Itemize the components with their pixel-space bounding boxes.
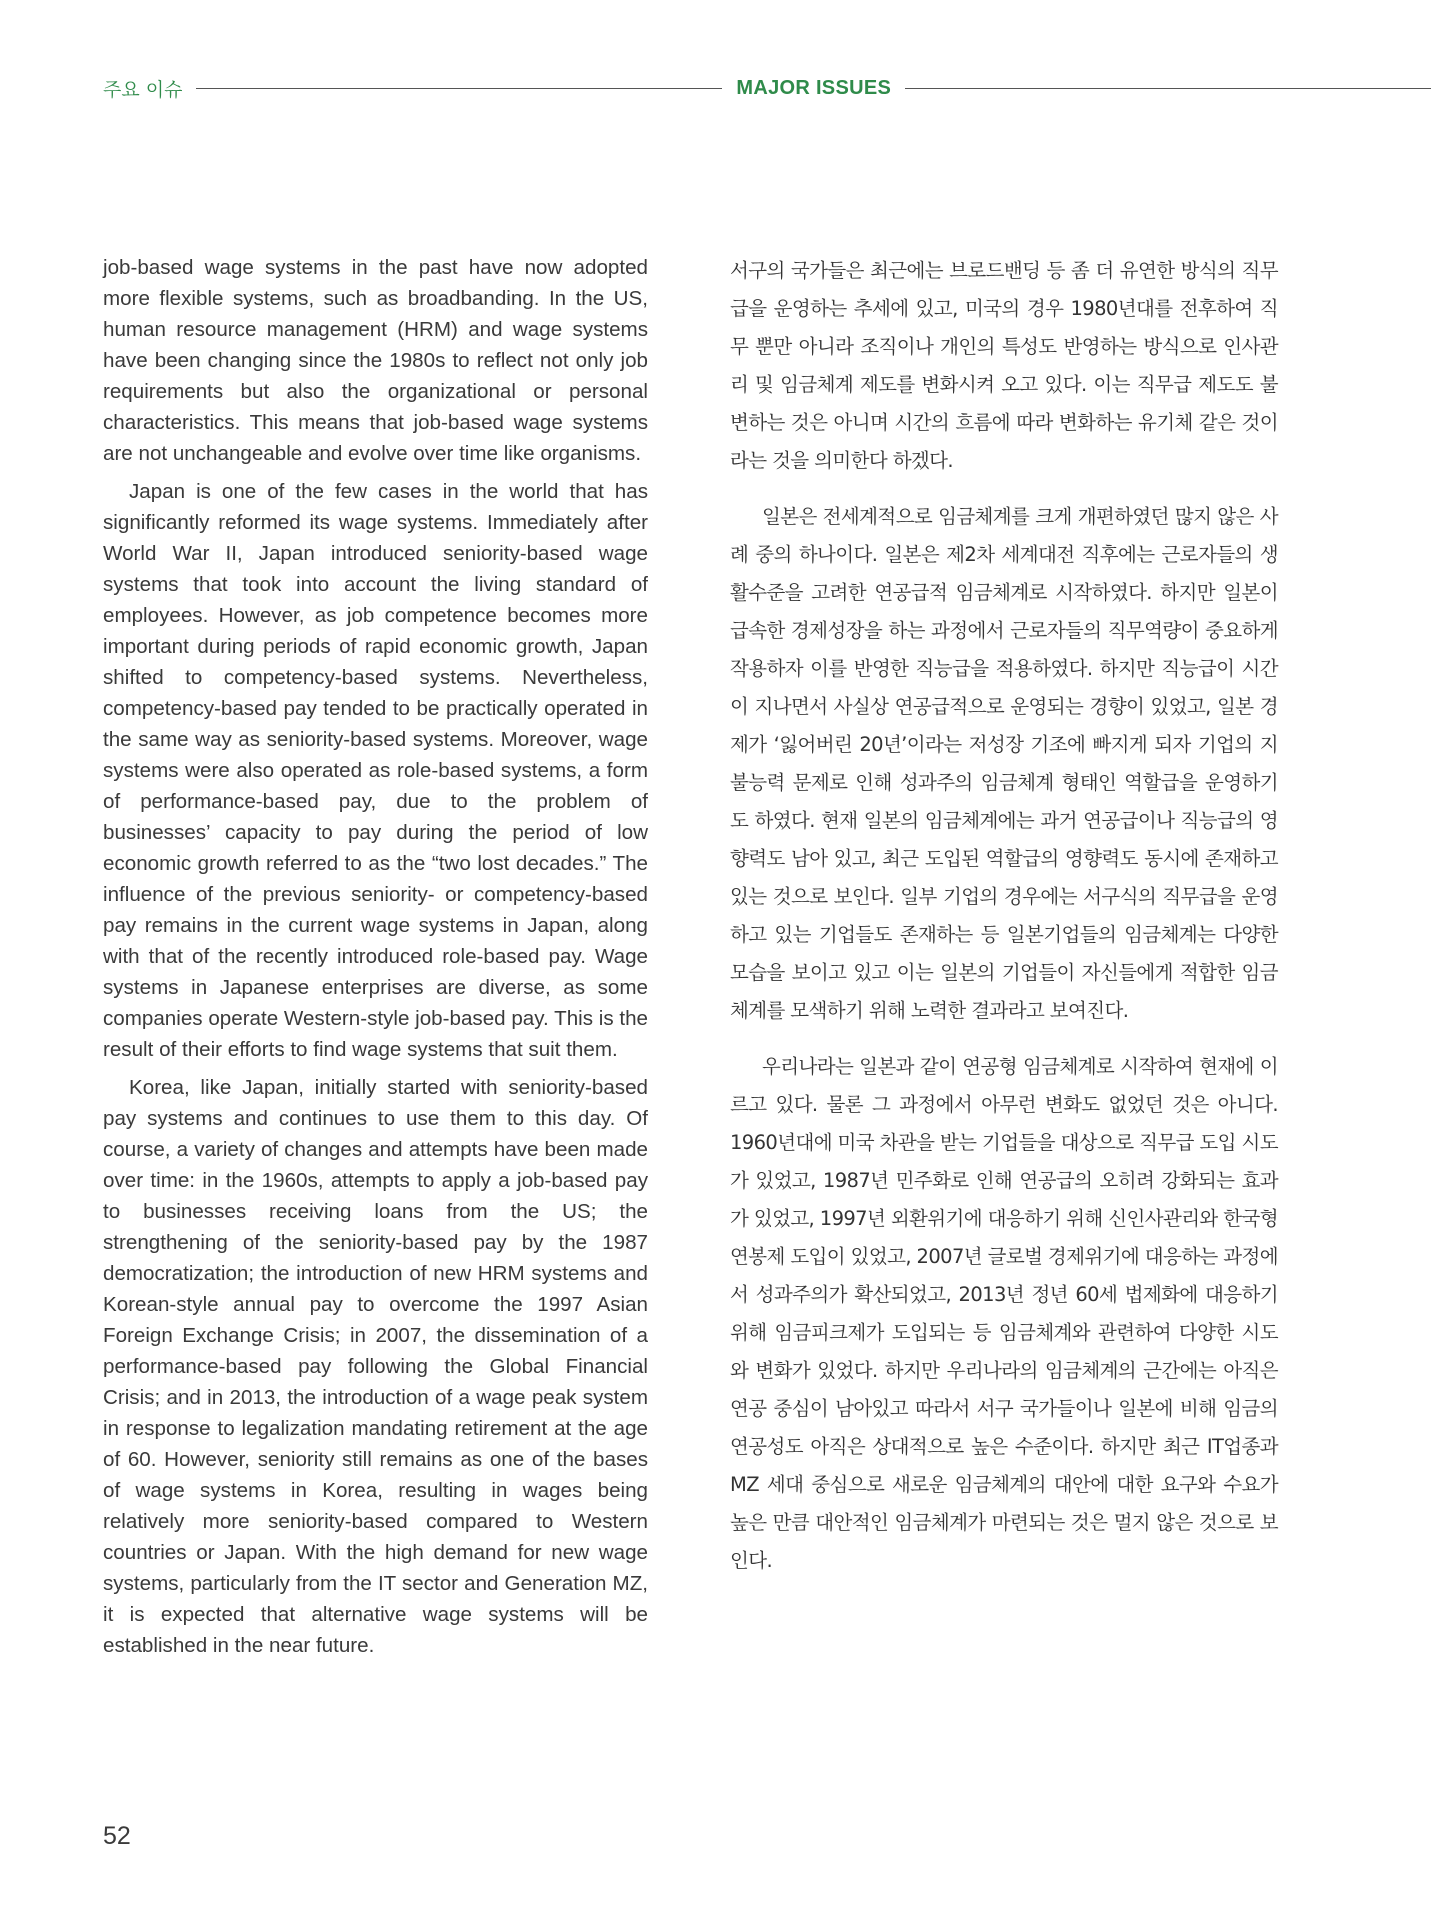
korean-paragraph-3: 우리나라는 일본과 같이 연공형 임금체계로 시작하여 현재에 이르고 있다. 물론 그 과정에서 아무런 변화도 없었던 것은 아니다. 1960년대에 미국 차관을 받는 기업들을 대상으로 직무급 도입 시도가 있었고, 1987년 민주화로 인해 연공급의 오히려 강화되는 효과가 있었고, 1997년 외환위기에 대응하기 위해 신인사관리와 한국형 연봉제 도입이 있었고, 2007년 글로벌 경제위기에 대응하는 과정에서 성과주의가 확산되었고, 2013년 정년 60세 법제화에 대응하기 위해 임금피크제가 도입되는 등 임금체계와 관련하여 다양한 시도와 변화가 있었다. 하지만 우리나라의 임금체계의 근간에는 아직은 연공 중심이 남아있고 따라서 서구 국가들이나 일본에 비해 임금의 연공성도 아직은 상대적으로 높은 수준이다. 하지만 최근 IT업종과 MZ 세대 중심으로 새로운 임금체계의 대안에 대한 요구와 수요가 높은 만큼 대안적인 임금체계가 마련되는 것은 멀지 않은 것으로 보인다. [730, 1055, 1278, 1572]
page-number: 52 [103, 1822, 131, 1850]
section-label-english: MAJOR ISSUES [736, 76, 892, 99]
korean-column [730, 252, 1278, 1598]
english-paragraph-1: job-based wage systems in the past have now adopted more flexible systems, such as broadbanding. In the US, human resource management (HRM) and wage systems have been changing since the 1980s to reflect not only job requirements but also the organizational or personal characteristics. This means that job-based wage systems are not unchangeable and evolve over time like organisms. [103, 256, 648, 465]
english-paragraph-2: Japan is one of the few cases in the world that has significantly reformed its wage systems. Immediately after World War II, Japan introduced seniority-based wage systems that took into account the living standard of employees. However, as job competence becomes more important during periods of rapid economic growth, Japan shifted to competency-based systems. Nevertheless, competency-based pay tended to be practically operated in the same way as seniority-based systems. Moreover, wage systems were also operated as role-based systems, a form of performance-based pay, due to the problem of businesses’ capacity to pay during the period of low economic growth referred to as the “two lost decades.” The influence of the previous seniority- or competency-based pay remains in the current wage systems in Japan, along with that of the recently introduced role-based pay. Wage systems in Japanese enterprises are diverse, as some companies operate Western-style job-based pay. This is the result of their efforts to find wage systems that suit them. [103, 480, 648, 1061]
english-paragraph-3: Korea, like Japan, initially started with seniority-based pay systems and continues to use them to this day. Of course, a variety of changes and attempts have been made over time: in the 1960s, attempts to apply a job-based pay to businesses receiving loans from the US; the strengthening of the seniority-based pay by the 1987 democratization; the introduction of new HRM systems and Korean-style annual pay to overcome the 1997 Asian Foreign Exchange Crisis; in 2007, the dissemination of a performance-based pay following the Global Financial Crisis; and in 2013, the introduction of a wage peak system in response to legalization mandating retirement at the age of 60. However, seniority still remains as one of the bases of wage systems in Korea, resulting in wages being relatively more seniority-based compared to Western countries or Japan. With the high demand for new wage systems, particularly from the IT sector and Generation MZ, it is expected that alternative wage systems will be established in the near future. [103, 1076, 648, 1657]
running-header [103, 70, 1431, 106]
english-column [103, 252, 648, 1668]
header-rule-left [196, 88, 722, 89]
section-label-korean: 주요 이슈 [103, 78, 183, 101]
korean-paragraph-1: 서구의 국가들은 최근에는 브로드밴딩 등 좀 더 유연한 방식의 직무급을 운영하는 추세에 있고, 미국의 경우 1980년대를 전후하여 직무 뿐만 아니라 조직이나 개인의 특성도 반영하는 방식으로 인사관리 및 임금체계 제도를 변화시켜 오고 있다. 이는 직무급 제도도 불변하는 것은 아니며 시간의 흐름에 따라 변화하는 유기체 같은 것이라는 것을 의미한다 하겠다. [730, 259, 1278, 472]
korean-paragraph-2: 일본은 전세계적으로 임금체계를 크게 개편하였던 많지 않은 사례 중의 하나이다. 일본은 제2차 세계대전 직후에는 근로자들의 생활수준을 고려한 연공급적 임금체계로 시작하였다. 하지만 일본이 급속한 경제성장을 하는 과정에서 근로자들의 직무역량이 중요하게 작용하자 이를 반영한 직능급을 적용하였다. 하지만 직능급이 시간이 지나면서 사실상 연공급적으로 운영되는 경향이 있었고, 일본 경제가 ‘잃어버린 20년’이라는 저성장 기조에 빠지게 되자 기업의 지불능력 문제로 인해 성과주의 임금체계 형태인 역할급을 운영하기도 하였다. 현재 일본의 임금체계에는 과거 연공급이나 직능급의 영향력도 남아 있고, 최근 도입된 역할급의 영향력도 동시에 존재하고 있는 것으로 보인다. 일부 기업의 경우에는 서구식의 직무급을 운영하고 있는 기업들도 존재하는 등 일본기업들의 임금체계는 다양한 모습을 보이고 있고 이는 일본의 기업들이 자신들에게 적합한 임금체계를 모색하기 위해 노력한 결과라고 보여진다. [730, 505, 1278, 1022]
header-rule-right [905, 88, 1431, 89]
